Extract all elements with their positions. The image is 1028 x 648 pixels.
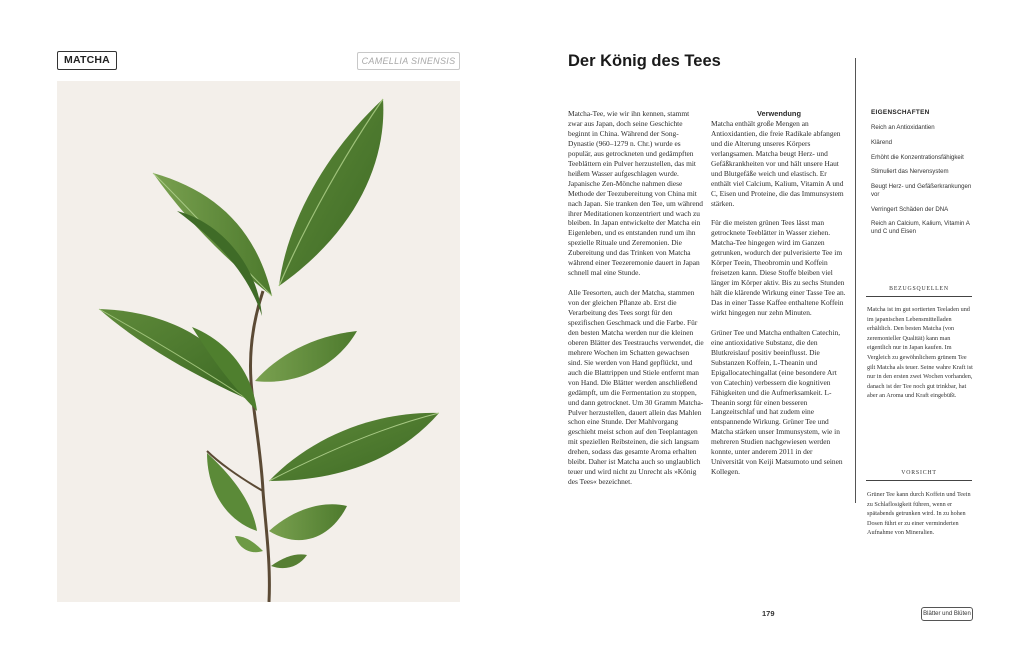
paragraph: Matcha-Tee, wie wir ihn kennen, stammt zwar aus Japan, doch seine Geschichte beginnt in China. Während der Song-Dynastie (960–1279 n. Chr.) wurde es populär, aus getrockneten und gedämpften Teeblättern ein Pulver herzustellen, das mit heißem Wasser aufgeschlagen wurde. Japanische Zen-Mönche nahmen diese Methode der Teezubereitung von China mit nach Japan. Sie tranken den Tee, um während ihrer Meditationen konzentriert und wach zu bleiben. In Japan entwickelte der Matcha ein Eigenleben, und es entstanden rund um ihn spezielle Rituale und Zeremonien. Die Zubereitung und das Trinken von Matcha während einer Teezeremonie dauert in Japan schnell mal eine Stunde. [568,109,703,278]
page-number: 179 [762,609,775,618]
text-column-2 [711,109,847,487]
paragraph: Alle Teesorten, auch der Matcha, stammen von der gleichen Pflanze ab. Erst die Verarbeitung des Tees sorgt für den spezifischen Geschmack und die Farbe. Für den besten Matcha werden nur die kleinen oberen Blätter des Teestrauchs verwendet, die mehrere Wochen im Schatten gewachsen sind. Sie werden von Hand gepflückt, und auch die Blattrippen und Stiele entfernt man von Hand. Die Blätter werden anschließend gedämpft, um die Fermentation zu stoppen, und dann getrocknet. Um 30 Gramm Matcha-Pulver herzustellen, dauert allein das Mahlen schon eine Stunde. Der Mahlvorgang geschieht meist schon auf den Teeplantagen mit speziellen Reibsteinen, die sich langsam drehen, sodass das gesamte Aroma erhalten bleibt. Daher ist Matcha auch so unglaublich teuer und wird nicht zu Unrecht als »König des Tees« bezeichnet. [568,288,704,487]
sources-text: Matcha ist im gut sortierten Teeladen und im japanischen Lebensmittelladen erhältlich. Den besten Matcha (von zeremonieller Qualität) kann man eigentlich nur in Japan kaufen. Im Vergleich zu gewöhnlichem grünem Tee gilt Matcha als teuer. Seine wahre Kraft ist nur in den ersten zwei Wochen vorhanden, danach ist der Tee noch gut trinkbar, hat aber an Aroma und Kraft eingebüßt. [867,306,973,400]
text-column-1 [568,109,704,497]
tea-plant-photo [57,81,460,602]
list-item: Verringert Schäden der DNA [871,205,949,213]
tea-plant-illustration [57,81,460,602]
paragraph: Für die meisten grünen Tees lässt man getrocknete Teeblätter in Wasser ziehen. Matcha-Tee hingegen wird im Ganzen getrunken, wodurch der pulverisierte Tee im Körper Teein, Theobromin und Koffein freisetzen kann. Diese Stoffe bleiben viel länger im Körper aktiv. Bis zu sechs Stunden hält die klärende Wirkung einer Tasse Tee an. Das in einer Tasse Kaffee enthaltene Koffein wirkt hingegen nur zehn Minuten. [711,218,846,317]
page-title: Der König des Tees [568,52,721,70]
list-item: Klärend [871,138,893,146]
section-tab: Blätter und Blüten [921,607,973,621]
list-item: Stimuliert das Nervensystem [871,168,949,176]
caution-heading: VORSICHT [866,470,972,481]
list-item: Reich an Antioxidantien [871,124,935,131]
properties-list [871,124,976,235]
paragraph: Grüner Tee und Matcha enthalten Catechin, eine antioxidative Substanz, die den Blutkreislauf positiv beeinflusst. Die Substanzen Koffein, L-Theanin und Epigallocatechingallat (eine besondere Art von Catechin) verbessern die kognitiven Fähigkeiten und die Aufmerksamkeit. L-Theanin sorgt für einen besseren Langzeitschlaf und hat zudem eine entspannende Wirkung. Grüner Tee und Matcha stärken unser Immunsystem, wie in mehreren Studien nachgewiesen werden konnte, unter anderem 2011 in der Universität von Keiji Matsumoto und seinen Kollegen. [711,327,843,477]
list-item: Beugt Herz- und Gefäßerkrankungen vor [871,183,972,198]
usage-heading: Verwendung [757,109,801,118]
list-item: Erhöht die Konzentrationsfähigkeit [871,153,964,161]
list-item: Reich an Calcium, Kalium, Vitamin A und C und Eisen [871,220,970,235]
properties-heading: EIGENSCHAFTEN [871,109,930,116]
caution-text: Grüner Tee kann durch Koffein und Teein zu Schlaflosigkeit führen, wenn er spätabends getrunken wird. In zu hohen Dosen führt er zu einer verminderten Aufnahme von Mineralien. [867,491,971,537]
column-divider [855,58,856,503]
paragraph: Matcha enthält große Mengen an Antioxidantien, die freie Radikale abfangen und die Alterung unseres Körpers verlangsamen. Matcha beugt Herz- und Gefäßkrankheiten vor und hält unsere Haut und Blutgefäße weich und elastisch. Er enthält viel Calcium, Kalium, Vitamin A und C, Eisen und Proteine, die das Immunsystem stärken. [711,118,844,208]
section-tag: MATCHA [57,51,117,70]
properties-sidebar [871,109,976,243]
sources-heading: BEZUGSQUELLEN [866,286,972,297]
latin-name-tag: CAMELLIA SINENSIS [357,52,460,70]
